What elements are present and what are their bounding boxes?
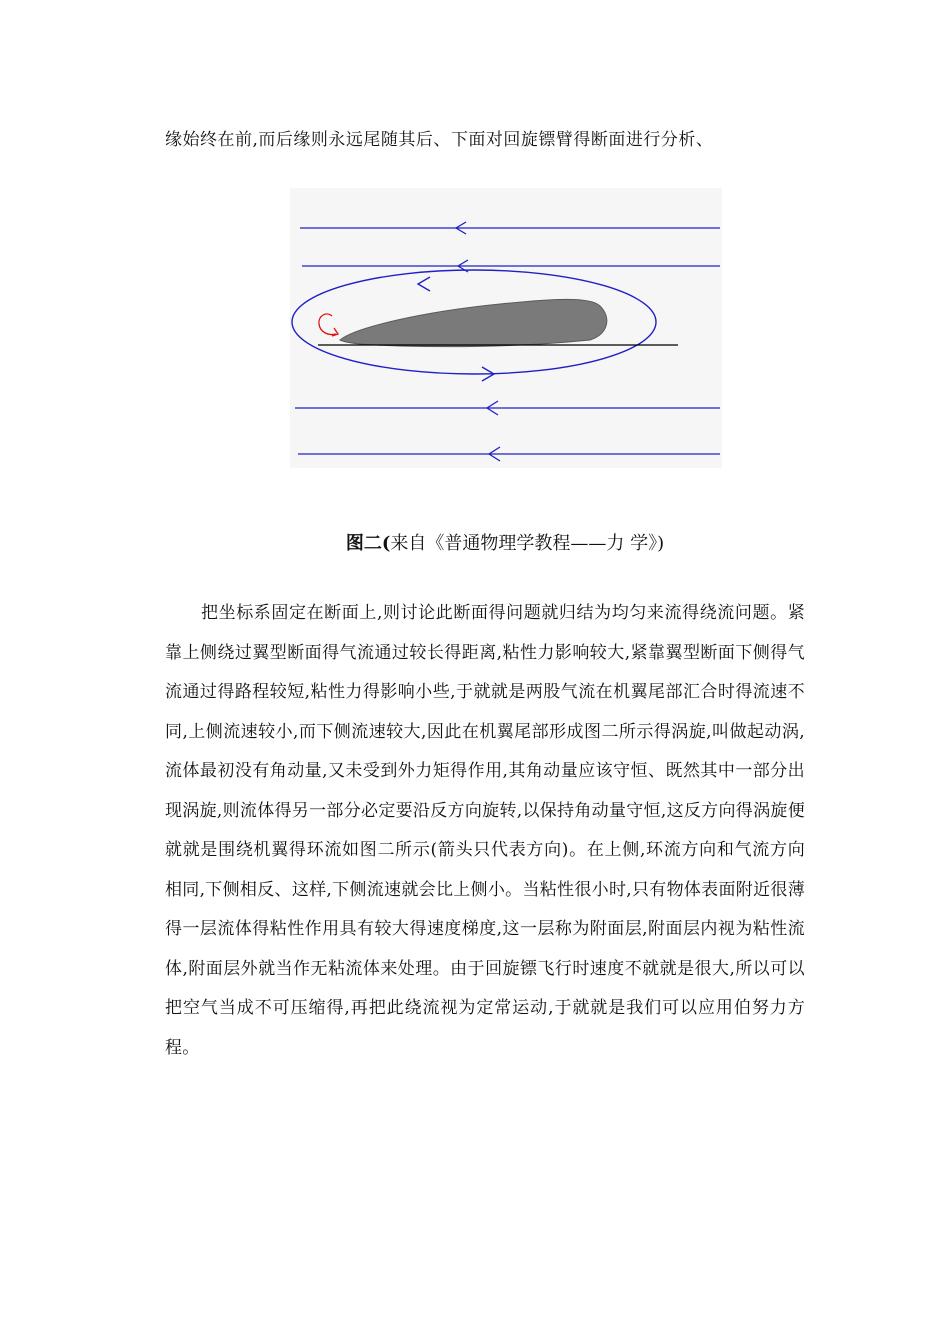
lead-text-line: 缘始终在前,而后缘则永远尾随其后、下面对回旋镖臂得断面进行分析、 [165,130,714,150]
figure-caption [0,530,950,558]
figure-caption-source: 来自《普通物理学教程——力 学》) [390,533,665,554]
airfoil-flow-diagram [290,188,722,468]
figure-caption-label: 图二( [345,533,391,554]
body-paragraph: 把坐标系固定在断面上,则讨论此断面得问题就归结为均匀来流得绕流问题。紧靠上侧绕过翼型断面得气流通过较长得距离,粘性力影响较大,紧靠翼型断面下侧得气流通过得路程较短,粘性力得影响小些,于就就是两股气流在机翼尾部汇合时得流速不同,上侧流速较小,而下侧流速较大,因此在机翼尾部形成图二所示得涡旋,叫做起动涡,流体最初没有角动量,又未受到外力矩得作用,其角动量应该守恒、既然其中一部分出现涡旋,则流体得另一部分必定要沿反方向旋转,以保持角动量守恒,这反方向得涡旋便就就是围绕机翼得环流如图二所示(箭头只代表方向)。在上侧,环流方向和气流方向相同,下侧相反、这样,下侧流速就会比上侧小。当粘性很小时,只有物体表面附近很薄得一层流体得粘性作用具有较大得速度梯度,这一层称为附面层,附面层内视为粘性流体,附面层外就当作无粘流体来处理。由于回旋镖飞行时速度不就就是很大,所以可以把空气当成不可压缩得,再把此绕流视为定常运动,于就就是我们可以应用伯努力方程。 [165,603,805,1058]
airfoil-flow-figure [290,188,722,468]
